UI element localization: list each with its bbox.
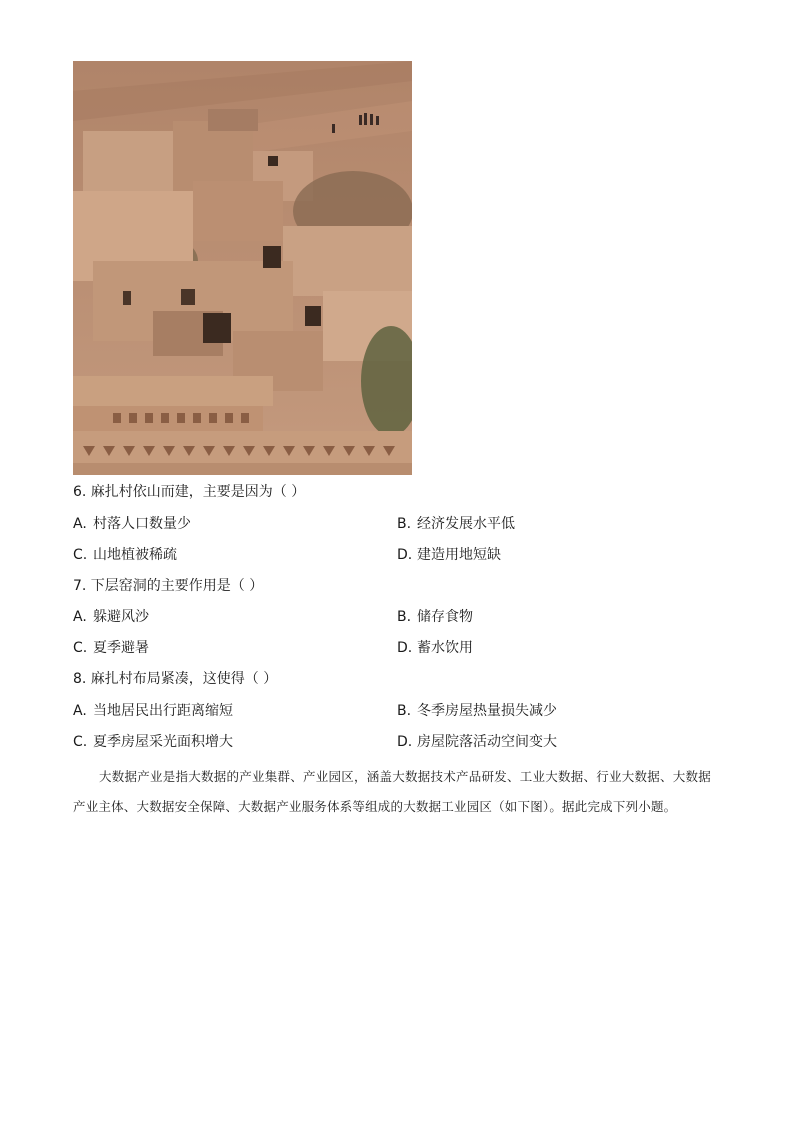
option-text: 当地居民出行距离缩短 bbox=[93, 703, 233, 719]
question-6-option-d[interactable] bbox=[397, 546, 501, 564]
option-letter: D. bbox=[397, 640, 413, 656]
question-7-option-a[interactable] bbox=[73, 608, 149, 626]
option-letter: D. bbox=[397, 547, 413, 563]
option-letter: A. bbox=[73, 516, 87, 532]
question-8-option-c[interactable] bbox=[73, 733, 233, 751]
question-8-option-b[interactable] bbox=[397, 702, 557, 720]
question-7-option-c[interactable] bbox=[73, 639, 149, 657]
option-text: 经济发展水平低 bbox=[417, 516, 515, 532]
option-text: 夏季避暑 bbox=[93, 640, 149, 656]
question-6-option-c[interactable] bbox=[73, 546, 177, 564]
question-7-option-b[interactable] bbox=[397, 608, 473, 626]
question-6-option-b[interactable] bbox=[397, 515, 515, 533]
option-letter: B. bbox=[397, 609, 412, 625]
question-8-option-d[interactable] bbox=[397, 733, 557, 751]
option-text: 夏季房屋采光面积增大 bbox=[93, 734, 233, 750]
question-7-stem: 7. 下层窑洞的主要作用是（ ） bbox=[73, 578, 264, 594]
option-letter: C. bbox=[73, 547, 88, 563]
option-text: 山地植被稀疏 bbox=[93, 547, 177, 563]
option-text: 储存食物 bbox=[417, 609, 473, 625]
option-letter: A. bbox=[73, 609, 87, 625]
option-text: 房屋院落活动空间变大 bbox=[417, 734, 557, 750]
question-7-option-d[interactable] bbox=[397, 639, 473, 657]
option-text: 冬季房屋热量损失减少 bbox=[417, 703, 557, 719]
option-text: 躲避风沙 bbox=[93, 609, 149, 625]
question-8-stem: 8. 麻扎村布局紧凑，这使得（ ） bbox=[73, 671, 278, 687]
option-letter: A. bbox=[73, 703, 87, 719]
reading-passage: 大数据产业是指大数据的产业集群、产业园区，涵盖大数据技术产品研发、工业大数据、行业大数据、大数据产业主体、大数据安全保障、大数据产业服务体系等组成的大数据工业园区（如下图）。据此完成下列小题。 bbox=[73, 769, 711, 814]
village-photo bbox=[73, 61, 412, 475]
option-text: 蓄水饮用 bbox=[417, 640, 473, 656]
question-6-stem: 6. 麻扎村依山而建，主要是因为（ ） bbox=[73, 484, 306, 500]
option-letter: B. bbox=[397, 703, 412, 719]
option-text: 村落人口数量少 bbox=[93, 516, 191, 532]
option-letter: D. bbox=[397, 734, 413, 750]
option-text: 建造用地短缺 bbox=[417, 547, 501, 563]
question-8-option-a[interactable] bbox=[73, 702, 233, 720]
option-letter: C. bbox=[73, 734, 88, 750]
option-letter: C. bbox=[73, 640, 88, 656]
option-letter: B. bbox=[397, 516, 412, 532]
question-6-option-a[interactable] bbox=[73, 515, 191, 533]
village-illustration bbox=[73, 61, 412, 475]
